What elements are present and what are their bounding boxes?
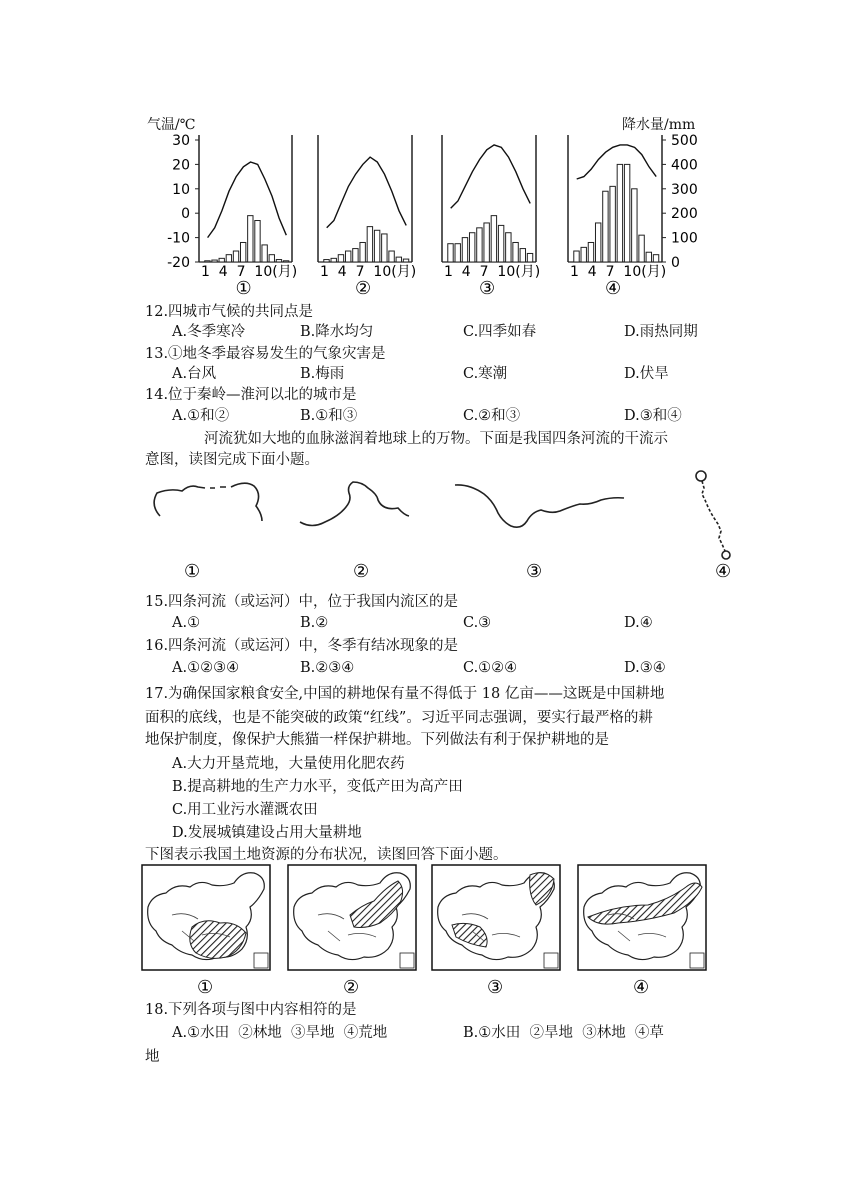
south-sea-inset xyxy=(544,953,558,968)
left-tick-label: 20 xyxy=(172,157,190,174)
q15-option-b[interactable]: B.② xyxy=(300,615,329,631)
q13-option-a[interactable]: A.台风 xyxy=(172,366,217,382)
question-15-stem: 15.四条河流（或运河）中，位于我国内流区的是 xyxy=(145,594,459,610)
q18-option-b[interactable]: B.①水田 ②旱地 ③林地 ④草 xyxy=(463,1025,664,1041)
left-axis-title: 气温/℃ xyxy=(147,117,196,133)
q15-option-c[interactable]: C.③ xyxy=(463,615,492,631)
q16-option-a[interactable]: A.①②③④ xyxy=(172,660,240,676)
panel-label: ④ xyxy=(605,278,622,299)
right-tick-label: 500 xyxy=(671,133,698,149)
q14-option-d[interactable]: D.③和④ xyxy=(624,408,682,424)
question-13-stem: 13.①地冬季最容易发生的气象灾害是 xyxy=(145,346,386,362)
q13-option-b[interactable]: B.梅雨 xyxy=(300,366,345,382)
panel-label: ③ xyxy=(479,278,496,299)
q13-option-d[interactable]: D.伏旱 xyxy=(624,366,669,382)
river-label-3: ③ xyxy=(526,561,543,582)
map-label-1: ① xyxy=(197,977,214,998)
question-12-stem: 12.四城市气候的共同点是 xyxy=(145,304,314,320)
q17-option-b[interactable]: B.提高耕地的生产力水平，变低产田为高产田 xyxy=(172,779,463,795)
q12-option-a[interactable]: A.冬季寒冷 xyxy=(172,324,246,340)
month-axis-label: 1 4 7 10(月) xyxy=(570,264,667,280)
q17-option-d[interactable]: D.发展城镇建设占用大量耕地 xyxy=(172,825,362,841)
china-map-1 xyxy=(142,865,270,970)
right-tick-label: 0 xyxy=(671,255,680,271)
river-label-4: ④ xyxy=(715,561,732,582)
q14-option-b[interactable]: B.①和③ xyxy=(300,408,358,424)
right-tick-label: 200 xyxy=(671,206,698,223)
q17-option-a[interactable]: A.大力开垦荒地，大量使用化肥农药 xyxy=(172,756,405,772)
right-tick-label: 400 xyxy=(671,157,698,174)
china-map-3 xyxy=(432,865,560,970)
q15-option-d[interactable]: D.④ xyxy=(624,615,653,631)
q17-option-c[interactable]: C.用工业污水灌溉农田 xyxy=(172,802,318,818)
q14-option-a[interactable]: A.①和② xyxy=(172,408,230,424)
rivers-intro-line-2: 意图，读图完成下面小题。 xyxy=(145,452,319,468)
q18-option-b-wrap: 地 xyxy=(145,1049,160,1065)
q14-option-c[interactable]: C.②和③ xyxy=(463,408,521,424)
q12-option-b[interactable]: B.降水均匀 xyxy=(300,324,374,340)
q13-option-c[interactable]: C.寒潮 xyxy=(463,366,508,382)
q15-option-a[interactable]: A.① xyxy=(172,615,201,631)
q16-option-d[interactable]: D.③④ xyxy=(624,660,666,676)
question-14-stem: 14.位于秦岭—淮河以北的城市是 xyxy=(145,387,357,403)
river-label-1: ① xyxy=(184,561,201,582)
left-tick-label: -20 xyxy=(167,255,190,271)
q16-option-c[interactable]: C.①②④ xyxy=(463,660,518,676)
month-axis-label: 1 4 7 10(月) xyxy=(201,264,298,280)
map-label-4: ④ xyxy=(633,977,650,998)
left-tick-label: 10 xyxy=(172,181,190,198)
month-axis-label: 1 4 7 10(月) xyxy=(320,264,417,280)
rivers-intro-line-1: 河流犹如大地的血脉滋润着地球上的万物。下面是我国四条河流的干流示 xyxy=(204,431,668,447)
left-tick-label: -10 xyxy=(167,230,190,247)
q12-option-d[interactable]: D.雨热同期 xyxy=(624,324,698,340)
question-17-stem-line-2: 面积的底线，也是不能突破的政策“红线”。习近平同志强调，要实行最严格的耕 xyxy=(145,710,653,726)
panel-label: ① xyxy=(235,278,252,299)
question-16-stem: 16.四条河流（或运河）中，冬季有结冰现象的是 xyxy=(145,638,459,654)
panel-label: ② xyxy=(355,278,372,299)
right-axis-title: 降水量/mm xyxy=(622,117,696,133)
china-map-4 xyxy=(578,865,706,970)
south-sea-inset xyxy=(254,953,268,968)
land-resources-intro: 下图表示我国土地资源的分布状况，读图回答下面小题。 xyxy=(145,847,508,863)
china-map-2 xyxy=(288,865,416,970)
q18-option-a[interactable]: A.①水田 ②林地 ③旱地 ④荒地 xyxy=(172,1025,388,1041)
map-label-2: ② xyxy=(343,977,360,998)
south-sea-inset xyxy=(690,953,704,968)
right-tick-label: 300 xyxy=(671,181,698,198)
question-17-stem-line-1: 17.为确保国家粮食安全,中国的耕地保有量不得低于 18 亿亩——这既是中国耕地 xyxy=(145,686,665,702)
right-tick-label: 100 xyxy=(671,230,698,247)
question-18-stem: 18.下列各项与图中内容相符的是 xyxy=(145,1002,357,1018)
river-label-2: ② xyxy=(353,561,370,582)
q12-option-c[interactable]: C.四季如春 xyxy=(463,324,537,340)
south-sea-inset xyxy=(400,953,414,968)
left-tick-label: 0 xyxy=(181,206,190,223)
question-17-stem-line-3: 地保护制度，像保护大熊猫一样保护耕地。下列做法有利于保护耕地的是 xyxy=(145,732,609,748)
q16-option-b[interactable]: B.②③④ xyxy=(300,660,355,676)
left-tick-label: 30 xyxy=(172,133,190,149)
map-label-3: ③ xyxy=(487,977,504,998)
month-axis-label: 1 4 7 10(月) xyxy=(444,264,541,280)
